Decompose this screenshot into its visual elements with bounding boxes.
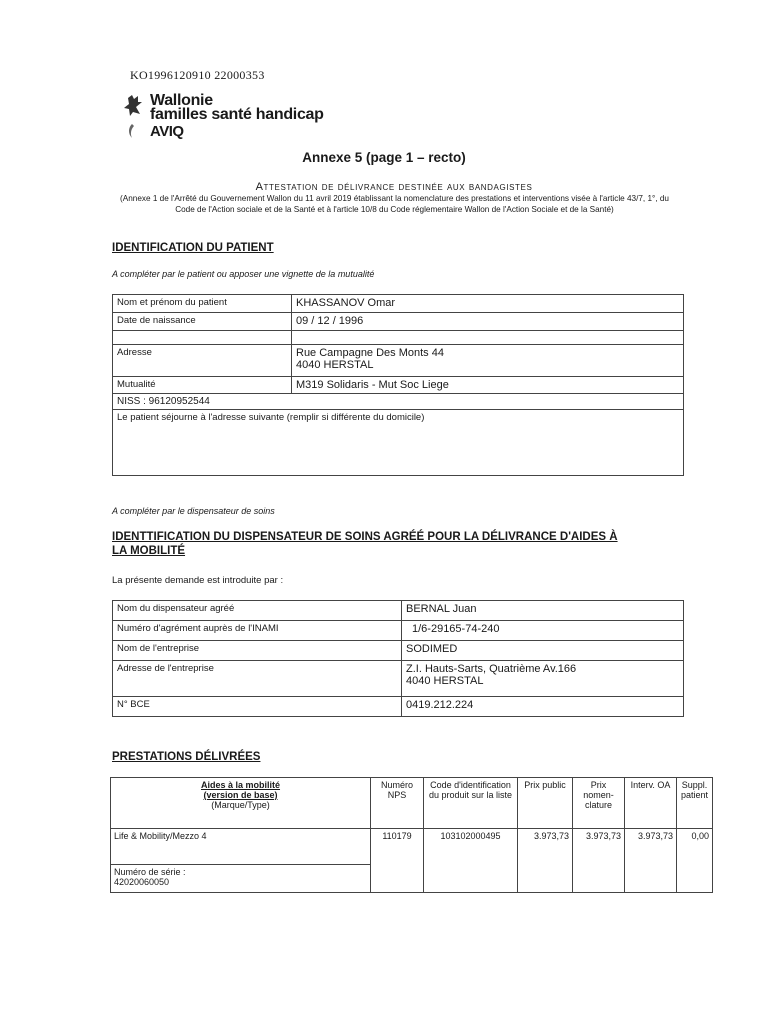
item-nomenclature-price: 3.973,73 [573, 829, 625, 893]
item-public-price: 3.973,73 [518, 829, 573, 893]
services-section-title: PRESTATIONS DÉLIVRÉES [112, 751, 261, 763]
provider-section-title-line1: IDENTTIFICATION DU DISPENSATEUR DE SOINS AGRÉÉ POUR LA DÉLIVRANCE D'AIDES À [112, 531, 618, 543]
item-supplement: 0,00 [677, 829, 713, 893]
provider-name-label: Nom du dispensateur agréé [113, 601, 402, 621]
rooster-logo-icon [122, 94, 148, 140]
col-nomenclature-price-header: Prix nomen-clature [573, 778, 625, 829]
empty-cell [292, 331, 684, 345]
company-address-line2: 4040 HERSTAL [406, 675, 484, 687]
col-public-price-header: Prix public [518, 778, 573, 829]
address-label: Adresse [113, 345, 292, 377]
provider-intro: La présente demande est introduite par : [112, 575, 284, 586]
serial-number-value: 42020060050 [114, 877, 170, 887]
patient-table [112, 294, 684, 476]
patient-section-title: IDENTIFICATION DU PATIENT [112, 242, 274, 254]
item-brand-type: Life & Mobility/Mezzo 4 [111, 829, 371, 865]
provider-note: A compléter par le dispensateur de soins [112, 506, 275, 516]
bce-value: 0419.212.224 [402, 697, 684, 717]
provider-table [112, 600, 684, 717]
address-value [292, 345, 684, 377]
company-name-label: Nom de l'entreprise [113, 641, 402, 661]
mutuality-label: Mutualité [113, 377, 292, 394]
col-intervention-header: Interv. OA [625, 778, 677, 829]
company-address-value [402, 661, 684, 697]
address-line1: Rue Campagne Des Monts 44 [296, 347, 444, 359]
patient-note: A compléter par le patient ou apposer une vignette de la mutualité [112, 269, 375, 279]
inami-value: 1/6-29165-74-240 [402, 621, 684, 641]
serial-number-cell [111, 865, 371, 893]
provider-name-value: BERNAL Juan [402, 601, 684, 621]
serial-number-label: Numéro de série : [114, 867, 186, 877]
col-supplement-header: Suppl. patient [677, 778, 713, 829]
item-intervention: 3.973,73 [625, 829, 677, 893]
services-table [110, 777, 713, 893]
document-reference: KO1996120910 22000353 [130, 68, 265, 82]
logo-wallonie: Wallonie [150, 92, 213, 109]
logo-aviq: AVIQ [150, 123, 184, 140]
patient-name-label: Nom et prénom du patient [113, 295, 292, 313]
mutuality-value: M319 Solidaris - Mut Soc Liege [292, 377, 684, 394]
col-aid-version: (version de base) [203, 790, 278, 800]
niss-number: NISS : 96120952544 [113, 394, 684, 410]
company-name-value: SODIMED [402, 641, 684, 661]
col-code-header: Code d'identification du produit sur la liste [424, 778, 518, 829]
logo-familles: familles santé handicap [150, 106, 324, 123]
col-nps-header: Numéro NPS [371, 778, 424, 829]
item-code: 103102000495 [424, 829, 518, 893]
col-aid-header [111, 778, 371, 829]
item-nps: 110179 [371, 829, 424, 893]
address-line2: 4040 HERSTAL [296, 359, 374, 371]
col-aid-title: Aides à la mobilité [200, 780, 281, 790]
annex-title: Annexe 5 (page 1 – recto) [302, 150, 466, 165]
col-aid-brand: (Marque/Type) [211, 800, 270, 810]
provider-section-title-line2: LA MOBILITÉ [112, 545, 186, 557]
patient-name-value: KHASSANOV Omar [292, 295, 684, 313]
inami-label: Numéro d'agrément auprès de l'INAMI [113, 621, 402, 641]
company-address-line1: Z.I. Hauts-Sarts, Quatrième Av.166 [406, 663, 577, 675]
aviq-logo [122, 92, 352, 144]
birth-date-label: Date de naissance [113, 313, 292, 331]
stay-address-field: Le patient séjourne à l'adresse suivante (remplir si différente du domicile) [113, 410, 684, 476]
empty-cell [113, 331, 292, 345]
birth-date-value: 09 / 12 / 1996 [292, 313, 684, 331]
attestation-title: Attestation de délivrance destinée aux bandagistes [255, 181, 533, 193]
company-address-label: Adresse de l'entreprise [113, 661, 402, 697]
bce-label: N° BCE [113, 697, 402, 717]
attestation-subtitle: (Annexe 1 de l'Arrêté du Gouvernement Wallon du 11 avril 2019 établissant la nomenclature des prestations et interventions visée à l'article 43/7, 1°, du Code de l'Action sociale et de la Santé et à l'article 10/8 du Code réglementaire Wallon de l'Action Sociale et de la Santé) [120, 194, 669, 214]
